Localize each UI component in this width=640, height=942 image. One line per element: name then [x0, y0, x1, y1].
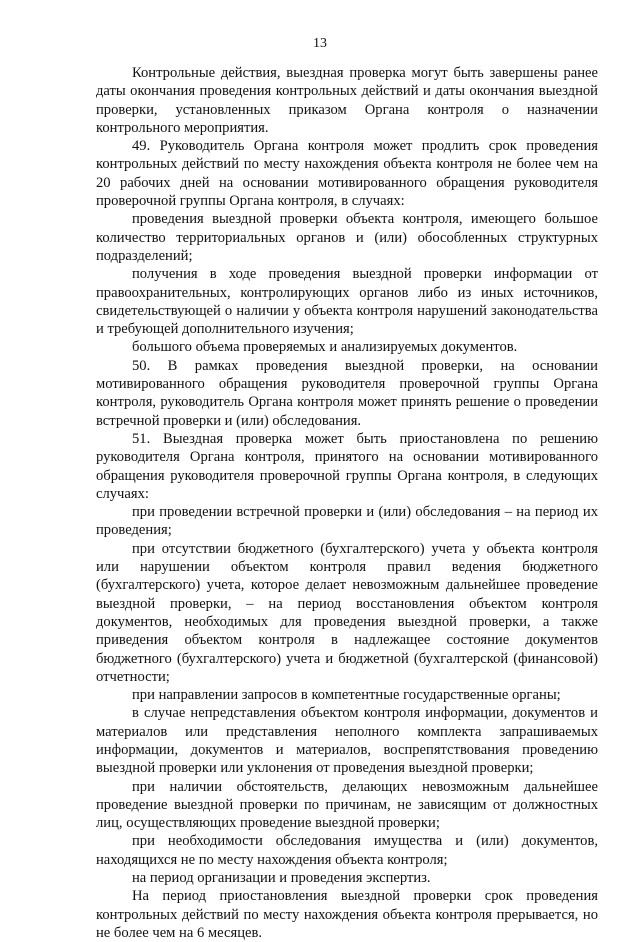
paragraph-suspension-period: На период приостановления выездной проверки срок проведения контрольных действий по месту нахождения объекта контроля прерывается, но не более чем на 6 месяцев.: [96, 888, 598, 941]
list-item-51-4: в случае непредставления объектом контроля информации, документов и материалов или представления неполного комплекта запрашиваемых информации, документов и материалов, воспрепятствования проведению выездной проверки или уклонения от проведения выездной проверки;: [96, 705, 598, 777]
list-item-51-7: на период организации и проведения экспертиз.: [132, 870, 431, 887]
paragraph-49: 49. Руководитель Органа контроля может продлить срок проведения контрольных действий по месту нахождения объекта контроля не более чем на 20 рабочих дней на основании мотивированного обращения руководителя проверочной группы Органа контроля, в случаях:: [96, 138, 598, 210]
paragraph-completion: Контрольные действия, выездная проверка могут быть завершены ранее даты окончания проведения контрольных действий и даты окончания выездной проверки, установленных приказом Органа контроля о назначении контрольного мероприятия.: [96, 65, 598, 136]
list-item-51-6: при необходимости обследования имущества и (или) документов, находящихся не по месту нахождения объекта контроля;: [96, 833, 598, 868]
list-item-49-3: большого объема проверяемых и анализируемых документов.: [132, 339, 518, 356]
list-item-51-3: при направлении запросов в компетентные государственные органы;: [132, 687, 561, 704]
document-body: [96, 64, 598, 942]
list-item-51-2: при отсутствии бюджетного (бухгалтерского) учета у объекта контроля или нарушении объектом контроля правил ведения бюджетного (бухгалтерского) учета, которое делает невозможным дальнейшее проведение выездной проверки, – на период восстановления объектом контроля документов, необходимых для проведения выездной проверки, а также приведения объектом контроля в надлежащее состояние документов бюджетного (бухгалтерского) учета и бюджетной (бухгалтерской (финансовой) отчетности;: [96, 540, 598, 685]
paragraph-50: 50. В рамках проведения выездной проверки, на основании мотивированного обращения руководителя проверочной группы Органа контроля, руководитель Органа контроля может принять решение о проведении встречной проверки и (или) обследования.: [96, 357, 598, 429]
list-item-49-1: проведения выездной проверки объекта контроля, имеющего большое количество территориальных органов и (или) обособленных структурных подразделений;: [96, 211, 598, 264]
list-item-51-1: при проведении встречной проверки и (или) обследования – на период их проведения;: [96, 504, 598, 539]
list-item-49-2: получения в ходе проведения выездной проверки информации от правоохранительных, контролирующих органов либо из иных источников, свидетельствующей о наличии у объекта контроля нарушений законодательства и требующей дополнительного изучения;: [96, 266, 598, 338]
paragraph-51: 51. Выездная проверка может быть приостановлена по решению руководителя Органа контроля, принятого на основании мотивированного обращения руководителя проверочной группы Органа контроля, в следующих случаях:: [96, 430, 598, 502]
page-number: 13: [313, 36, 327, 51]
list-item-51-5: при наличии обстоятельств, делающих невозможным дальнейшее проведение выездной проверки по причинам, не зависящим от должностных лиц, осуществляющих проведение выездной проверки;: [96, 778, 598, 832]
